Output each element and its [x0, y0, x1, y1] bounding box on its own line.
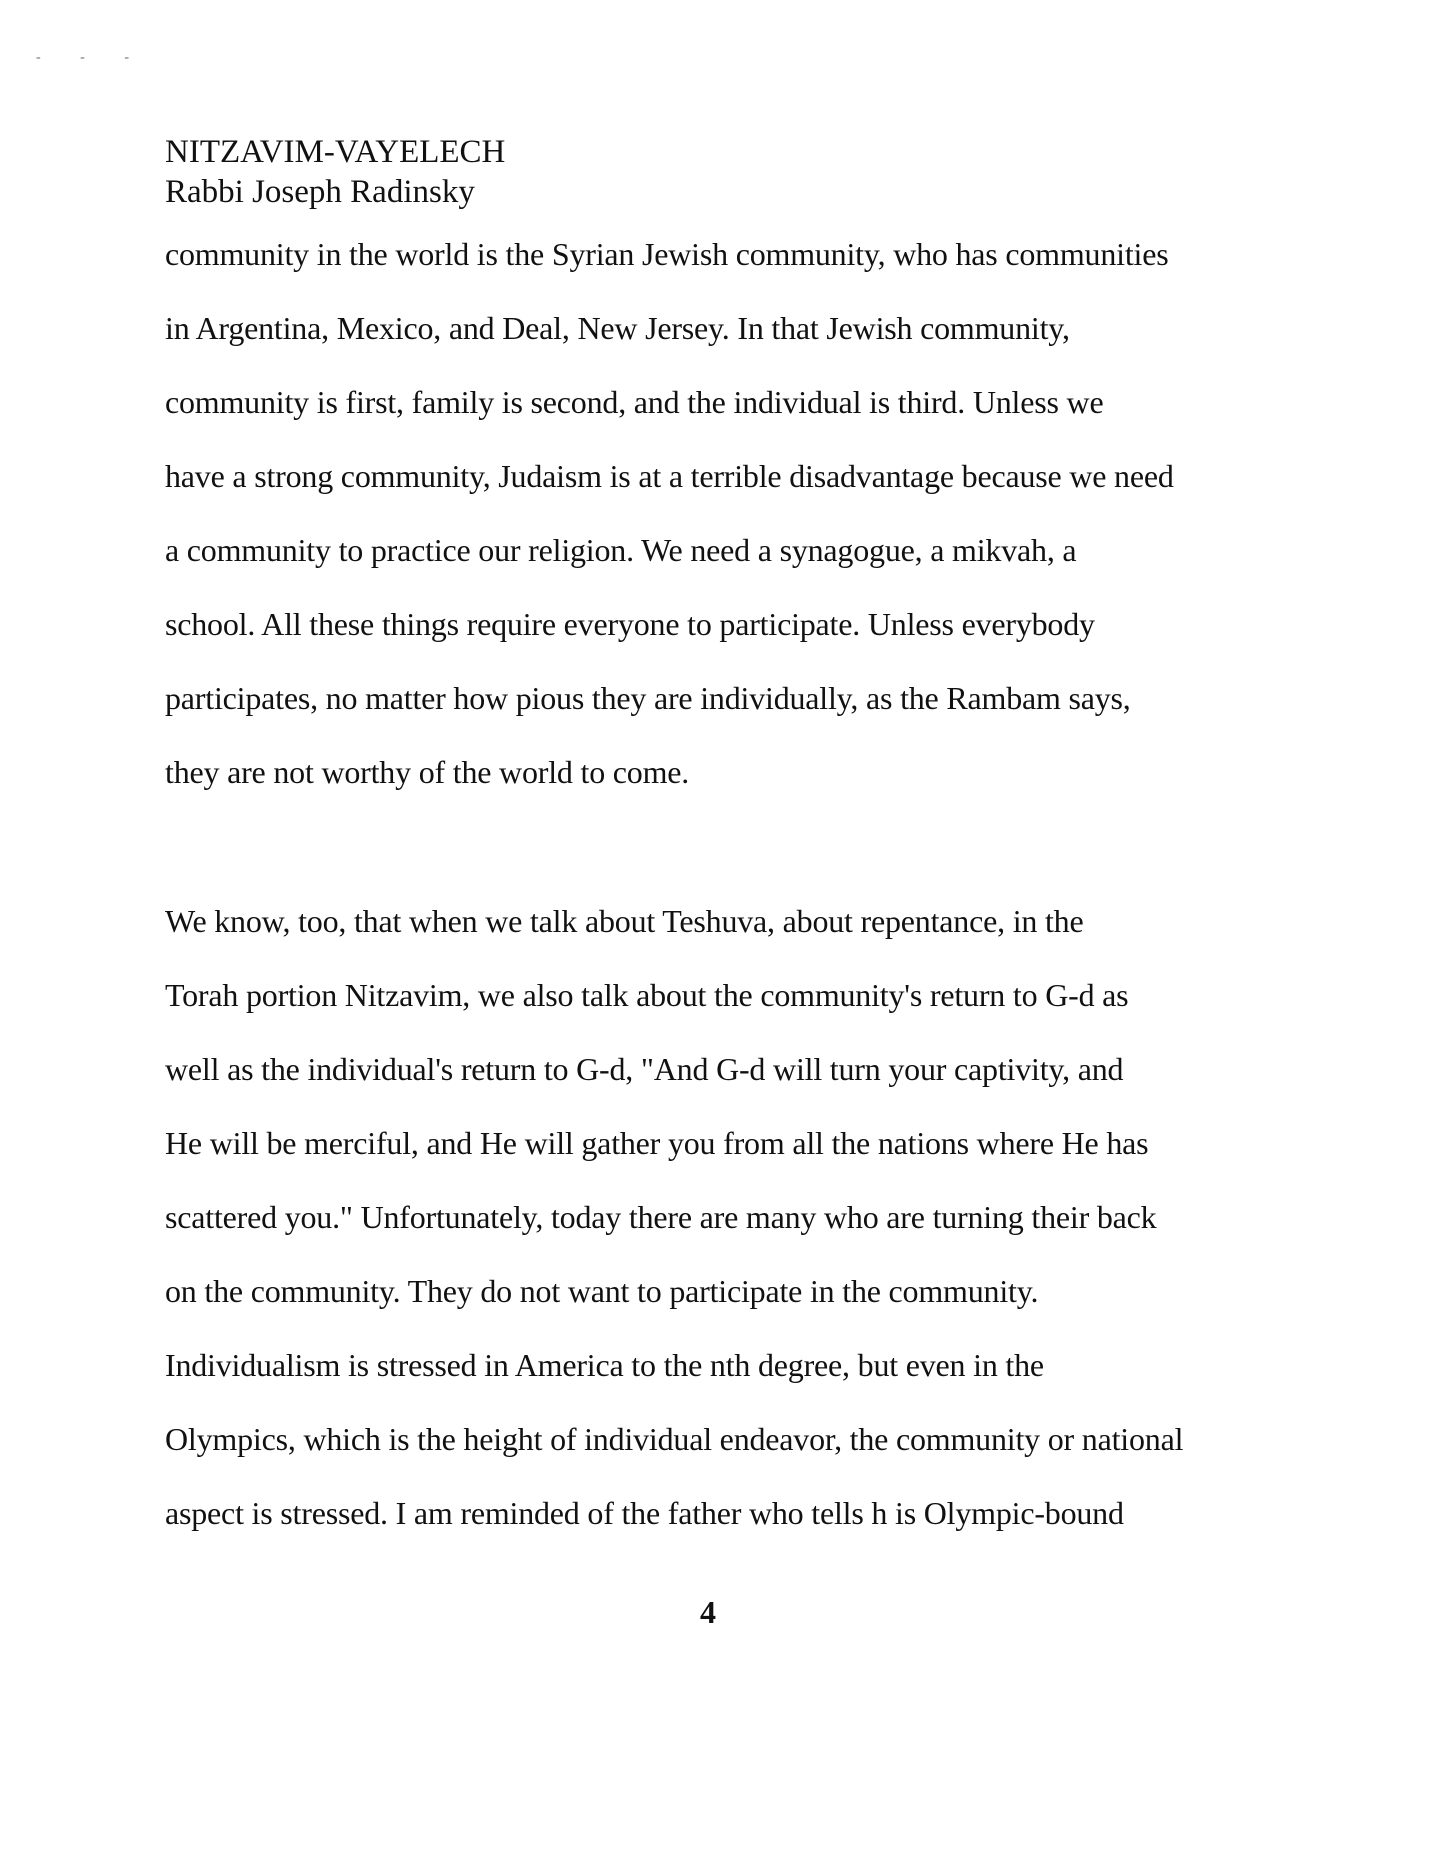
text-line: Torah portion Nitzavim, we also talk about the community's return to G-d as [165, 977, 1129, 1013]
text-line: aspect is stressed. I am reminded of the father who tells h is Olympic-bound [165, 1495, 1124, 1531]
page-header [165, 132, 505, 212]
text-line: in Argentina, Mexico, and Deal, New Jersey. In that Jewish community, [165, 310, 1070, 346]
page-number: 4 [700, 1594, 716, 1630]
text-line: scattered you." Unfortunately, today there are many who are turning their back [165, 1199, 1157, 1235]
document-author: Rabbi Joseph Radinsky [165, 174, 475, 210]
text-line: they are not worthy of the world to come. [165, 754, 690, 790]
text-line: Individualism is stressed in America to the nth degree, but even in the [165, 1347, 1044, 1383]
text-line: have a strong community, Judaism is at a terrible disadvantage because we need [165, 458, 1174, 494]
document-title: NITZAVIM-VAYELECH [165, 134, 506, 170]
text-line: community is first, family is second, and the individual is third. Unless we [165, 384, 1104, 420]
text-line: participates, no matter how pious they are individually, as the Rambam says, [165, 680, 1131, 716]
text-line: He will be merciful, and He will gather you from all the nations where He has [165, 1125, 1149, 1161]
text-line: well as the individual's return to G-d, "And G-d will turn your captivity, and [165, 1051, 1124, 1087]
text-line: We know, too, that when we talk about Teshuva, about repentance, in the [165, 903, 1084, 939]
text-line: a community to practice our religion. We need a synagogue, a mikvah, a [165, 532, 1077, 568]
text-line: on the community. They do not want to participate in the community. [165, 1273, 1039, 1309]
text-line: school. All these things require everyone to participate. Unless everybody [165, 606, 1095, 642]
text-line: community in the world is the Syrian Jewish community, who has communities [165, 236, 1169, 272]
text-line: Olympics, which is the height of individual endeavor, the community or national [165, 1421, 1184, 1457]
scan-artifact-marks: - - - [36, 50, 147, 65]
